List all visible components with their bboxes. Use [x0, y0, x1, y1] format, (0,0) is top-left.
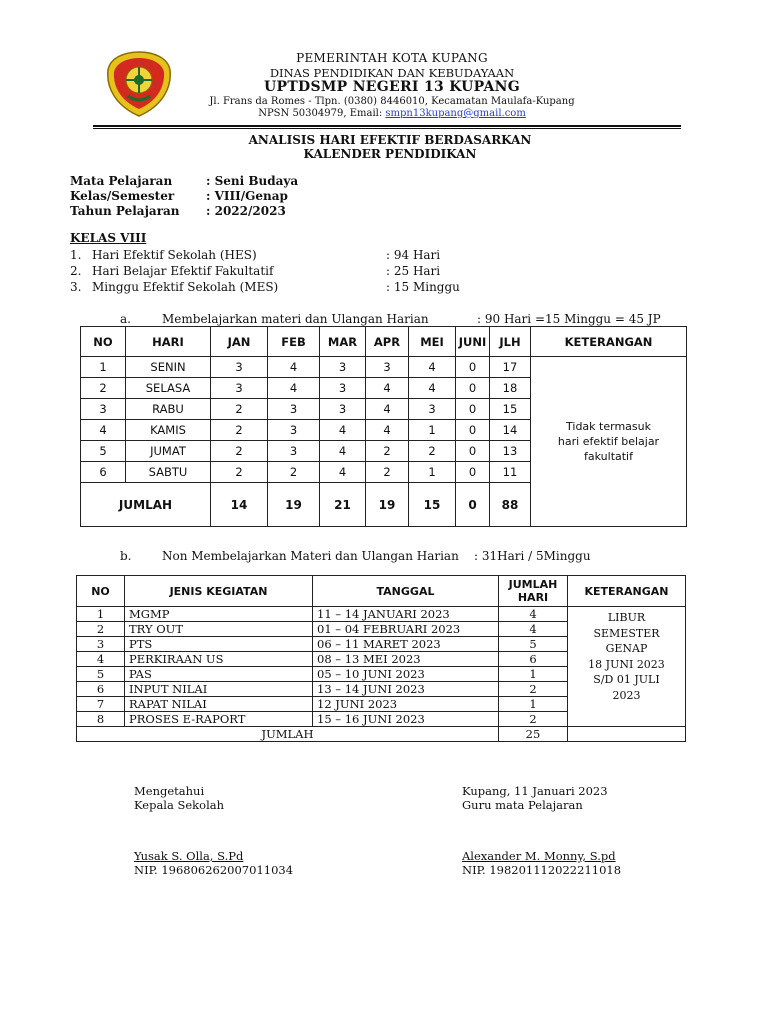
header-cell: TANGGAL [313, 576, 499, 607]
cell: 4 [366, 399, 409, 420]
header-line: HARI [517, 591, 549, 604]
total-label: JUMLAH [77, 727, 499, 742]
info-class [70, 189, 370, 204]
section-a-value: : 90 Hari =15 Minggu = 45 JP [477, 312, 661, 326]
cell: 4 [366, 420, 409, 441]
keterangan-cell [531, 357, 687, 527]
cell: 4 [320, 441, 366, 462]
header-cell: JLH [490, 327, 531, 357]
keterangan-line: SEMESTER [593, 626, 660, 640]
cell: 6 [81, 462, 126, 483]
sig-right-line1: Kupang, 11 Januari 2023 [462, 784, 608, 798]
header-cell: JAN [211, 327, 268, 357]
total-cell: 15 [409, 483, 456, 527]
cell: 5 [81, 441, 126, 462]
cell: 18 [490, 378, 531, 399]
sig-left-line1: Mengetahui [134, 784, 205, 798]
cell: INPUT NILAI [125, 682, 313, 697]
section-a-marker: a. [120, 312, 131, 326]
department-name: DINAS PENDIDIKAN DAN KEBUDAYAAN [269, 66, 515, 80]
info-label: Mata Pelajaran [70, 174, 173, 188]
cell: 3 [268, 420, 320, 441]
cell: 14 [490, 420, 531, 441]
cell: 3 [268, 441, 320, 462]
cell: RABU [126, 399, 211, 420]
cell: 4 [320, 462, 366, 483]
cell: 2 [211, 420, 268, 441]
cell: PERKIRAAN US [125, 652, 313, 667]
cell: 2 [499, 682, 568, 697]
cell: 3 [320, 357, 366, 378]
cell: 1 [81, 357, 126, 378]
summary-item [70, 264, 490, 279]
table-row [77, 607, 686, 622]
non-learning-activities-table [76, 575, 686, 742]
header-cell [499, 576, 568, 607]
cell: 4 [268, 357, 320, 378]
sig-right-nip: NIP. 198201112022211018 [462, 863, 622, 877]
cell: SABTU [126, 462, 211, 483]
cell: 17 [490, 357, 531, 378]
table-header-row [77, 576, 686, 607]
cell: KAMIS [126, 420, 211, 441]
cell: SENIN [126, 357, 211, 378]
cell: 2 [499, 712, 568, 727]
cell: 4 [77, 652, 125, 667]
summary-item [70, 248, 490, 263]
item-text: Hari Efektif Sekolah (HES) [92, 248, 257, 262]
sig-left-line2: Kepala Sekolah [134, 798, 225, 812]
cell: 06 – 11 MARET 2023 [313, 637, 499, 652]
info-year [70, 204, 370, 219]
total-cell: 19 [268, 483, 320, 527]
cell: 2 [268, 462, 320, 483]
cell: 12 JUNI 2023 [313, 697, 499, 712]
header-rule-thick [93, 125, 681, 127]
info-value: : VIII/Genap [206, 189, 288, 203]
cell: MGMP [125, 607, 313, 622]
table-header-row [81, 327, 687, 357]
cell: 3 [366, 357, 409, 378]
cell: 4 [320, 420, 366, 441]
keterangan-line: 18 JUNI 2023 [588, 657, 665, 671]
cell: 3 [320, 399, 366, 420]
item-value: : 15 Minggu [386, 280, 460, 294]
cell: 3 [409, 399, 456, 420]
header-cell: KETERANGAN [531, 327, 687, 357]
cell: 1 [499, 697, 568, 712]
cell: 2 [211, 462, 268, 483]
header-cell: APR [366, 327, 409, 357]
header-cell: NO [77, 576, 125, 607]
cell: 1 [499, 667, 568, 682]
cell: 05 – 10 JUNI 2023 [313, 667, 499, 682]
cell: 4 [268, 378, 320, 399]
table-total-row [77, 727, 686, 742]
cell: 4 [409, 357, 456, 378]
section-a-text: Membelajarkan materi dan Ulangan Harian [162, 312, 429, 326]
total-cell: 25 [499, 727, 568, 742]
cell: 3 [77, 637, 125, 652]
header-line: JUMLAH [508, 578, 558, 591]
cell: PROSES E-RAPORT [125, 712, 313, 727]
header-cell: NO [81, 327, 126, 357]
cell: 0 [456, 378, 490, 399]
keterangan-line: 2023 [612, 688, 641, 702]
header-cell: MAR [320, 327, 366, 357]
cell: 3 [268, 399, 320, 420]
header-cell: HARI [126, 327, 211, 357]
item-value: : 25 Hari [386, 264, 441, 278]
doc-title-line1: ANALISIS HARI EFEKTIF BERDASARKAN [248, 133, 532, 147]
cell: 5 [77, 667, 125, 682]
cell: 4 [366, 378, 409, 399]
cell: 0 [456, 399, 490, 420]
sig-right-name: Alexander M. Monny, S.pd [462, 849, 616, 863]
cell: 3 [320, 378, 366, 399]
info-value: : Seni Budaya [206, 174, 299, 188]
item-number: 3. [70, 280, 82, 294]
total-cell: 19 [366, 483, 409, 527]
cell: 2 [366, 441, 409, 462]
total-cell: 0 [456, 483, 490, 527]
header-cell: JENIS KEGIATAN [125, 576, 313, 607]
keterangan-line: S/D 01 JULI [593, 673, 660, 686]
cell: TRY OUT [125, 622, 313, 637]
sig-right-line2: Guru mata Pelajaran [462, 798, 583, 812]
section-b-marker: b. [120, 549, 132, 563]
header-cell: MEI [409, 327, 456, 357]
section-b-text: Non Membelajarkan Materi dan Ulangan Harian [162, 549, 459, 563]
doc-title-line2: KALENDER PENDIDIKAN [303, 147, 477, 161]
govt-name: PEMERINTAH KOTA KUPANG [296, 51, 488, 65]
cell: 0 [456, 441, 490, 462]
cell: 13 [490, 441, 531, 462]
cell: 4 [499, 622, 568, 637]
total-cell: 14 [211, 483, 268, 527]
cell: 11 [490, 462, 531, 483]
school-name: UPTDSMP NEGERI 13 KUPANG [263, 79, 520, 95]
empty-cell [568, 727, 686, 742]
cell: 1 [77, 607, 125, 622]
total-cell: 88 [490, 483, 531, 527]
keterangan-line: Tidak termasuk [566, 420, 651, 433]
cell: 3 [211, 378, 268, 399]
item-number: 2. [70, 264, 82, 278]
class-heading: KELAS VIII [70, 231, 147, 245]
item-text: Hari Belajar Efektif Fakultatif [92, 264, 274, 278]
cell: 3 [81, 399, 126, 420]
keterangan-line: hari efektif belajar [557, 435, 660, 448]
sig-left-nip: NIP. 196806262007011034 [134, 863, 294, 877]
item-value: : 94 Hari [386, 248, 441, 262]
cell: 4 [409, 378, 456, 399]
keterangan-line: LIBUR [607, 611, 646, 624]
table-row [81, 357, 687, 378]
cell: SELASA [126, 378, 211, 399]
cell: 2 [211, 441, 268, 462]
total-label: JUMLAH [81, 483, 211, 527]
keterangan-line: GENAP [605, 642, 648, 655]
keterangan-line: fakultatif [584, 450, 633, 463]
cell: 1 [409, 420, 456, 441]
item-number: 1. [70, 248, 82, 262]
cell: 11 – 14 JANUARI 2023 [313, 607, 499, 622]
npsn-text: NPSN 50304979, Email: [258, 108, 386, 119]
keterangan-cell [568, 607, 686, 727]
cell: 1 [409, 462, 456, 483]
cell: 0 [456, 462, 490, 483]
school-crest-logo [104, 50, 174, 118]
cell: 08 – 13 MEI 2023 [313, 652, 499, 667]
cell: 01 – 04 FEBRUARI 2023 [313, 622, 499, 637]
cell: 4 [81, 420, 126, 441]
cell: JUMAT [126, 441, 211, 462]
cell: 0 [456, 420, 490, 441]
header-rule-thin [93, 128, 681, 129]
email-link[interactable]: smpn13kupang@gmail.com [385, 108, 526, 119]
cell: 4 [499, 607, 568, 622]
cell: 6 [499, 652, 568, 667]
effective-days-table [80, 326, 687, 527]
cell: PTS [125, 637, 313, 652]
cell: 2 [77, 622, 125, 637]
info-label: Tahun Pelajaran [70, 204, 180, 218]
header-cell: JUNI [456, 327, 490, 357]
cell: 0 [456, 357, 490, 378]
cell: PAS [125, 667, 313, 682]
cell: 15 [490, 399, 531, 420]
cell: 6 [77, 682, 125, 697]
info-value: : 2022/2023 [206, 204, 286, 218]
info-label: Kelas/Semester [70, 189, 175, 203]
cell: 15 – 16 JUNI 2023 [313, 712, 499, 727]
cell: 8 [77, 712, 125, 727]
cell: 2 [81, 378, 126, 399]
cell: 5 [499, 637, 568, 652]
sig-left-name: Yusak S. Olla, S.Pd [134, 849, 244, 863]
school-contact [192, 108, 592, 119]
cell: 3 [211, 357, 268, 378]
header-cell: KETERANGAN [568, 576, 686, 607]
cell: 2 [211, 399, 268, 420]
cell: RAPAT NILAI [125, 697, 313, 712]
summary-item [70, 280, 490, 295]
item-text: Minggu Efektif Sekolah (MES) [92, 280, 279, 294]
cell: 7 [77, 697, 125, 712]
cell: 2 [409, 441, 456, 462]
school-address: Jl. Frans da Romes - Tlpn. (0380) 8446010, Kecamatan Maulafa-Kupang [209, 96, 575, 107]
cell: 2 [366, 462, 409, 483]
total-cell: 21 [320, 483, 366, 527]
header-cell: FEB [268, 327, 320, 357]
cell: 13 – 14 JUNI 2023 [313, 682, 499, 697]
section-b-value: : 31Hari / 5Minggu [474, 549, 591, 563]
info-subject [70, 174, 370, 189]
